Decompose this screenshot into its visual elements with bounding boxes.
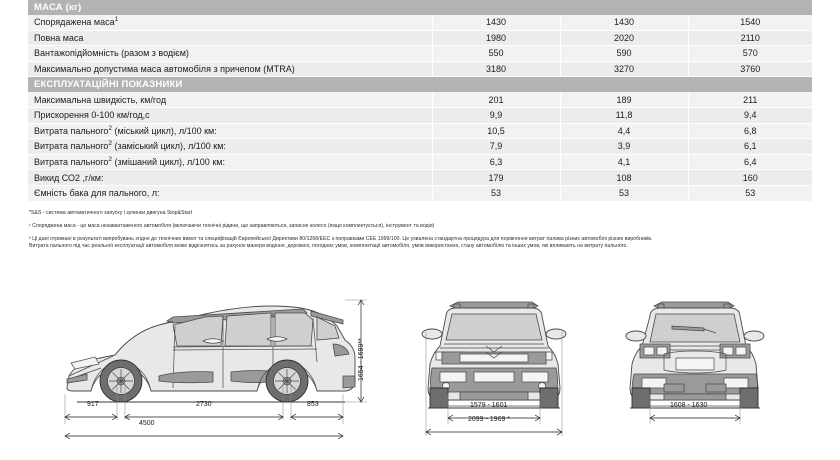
row-value-1: 179 — [432, 170, 560, 186]
side-wheelbase-label: 2730 — [196, 401, 212, 408]
side-front-overhang-label: 917 — [87, 401, 99, 408]
section-title: МАСА (кг) — [28, 0, 432, 15]
front-track-label: 1579 - 1601 — [470, 402, 508, 409]
table-row — [28, 30, 812, 46]
row-label-sup: 2 — [108, 140, 113, 148]
rear-track-label: 1608 - 1630 — [670, 402, 708, 409]
row-label-tail: (міський цикл), л/100 км: — [112, 125, 217, 136]
row-value-1: 550 — [432, 46, 560, 62]
section-header-spacer — [688, 0, 812, 15]
footnote-3 — [29, 236, 819, 249]
row-value-3: 211 — [688, 92, 812, 107]
row-value-3: 53 — [688, 185, 812, 201]
side-view-diagram — [55, 284, 395, 460]
row-label-text: Спорядажена маса — [34, 17, 115, 28]
row-value-1: 1430 — [432, 15, 560, 30]
section-title: ЕКСПЛУАТАЦІЙНІ ПОКАЗНИКИ — [28, 77, 432, 93]
row-value-3: 160 — [688, 170, 812, 186]
row-value-3: 9,4 — [688, 107, 812, 123]
specifications-table — [28, 0, 812, 202]
row-label-sup: 1 — [114, 16, 119, 24]
row-label-text: Витрата пального — [34, 125, 109, 136]
row-value-3: 6,8 — [688, 123, 812, 139]
row-label: Викид СО2 ,г/км: — [28, 170, 432, 186]
row-value-2: 590 — [560, 46, 688, 62]
row-label: Максимальна швидкість, км/год — [28, 92, 432, 107]
row-label: Прискорення 0-100 км/год,с — [28, 107, 432, 123]
row-value-2: 11,8 — [560, 107, 688, 123]
table-row — [28, 154, 812, 170]
row-value-2: 189 — [560, 92, 688, 107]
row-label — [28, 154, 432, 170]
row-value-2: 4,1 — [560, 154, 688, 170]
row-value-3: 570 — [688, 46, 812, 62]
row-label — [28, 15, 432, 30]
row-label: Ємність бака для пального, л: — [28, 185, 432, 201]
table-row — [28, 107, 812, 123]
row-value-2: 3270 — [560, 61, 688, 77]
row-value-1: 3180 — [432, 61, 560, 77]
row-value-3: 1540 — [688, 15, 812, 30]
row-value-1: 10,5 — [432, 123, 560, 139]
rear-view-diagram — [620, 284, 820, 460]
dimension-diagrams — [0, 284, 840, 460]
section-header-spacer — [432, 0, 560, 15]
footnote-line: ¹ Споряджена маса - це маса незавантаженого автомобіля (включаючи технічні рідини, що заправляються, запасне колесо (якщо комплектується), інструмент та водія) — [29, 222, 435, 229]
row-value-2: 53 — [560, 185, 688, 201]
rear-view-car-illustration — [626, 302, 764, 408]
row-value-3: 6,4 — [688, 154, 812, 170]
row-label — [28, 139, 432, 155]
footnote-1 — [29, 210, 819, 217]
footnotes — [29, 210, 819, 249]
table-row — [28, 46, 812, 62]
side-total-length-label: 4500 — [139, 420, 155, 427]
row-label-text: Витрата пального — [34, 141, 109, 152]
row-label-tail: (заміський цикл), л/100 км: — [112, 141, 226, 152]
section-header-spacer — [688, 77, 812, 93]
front-width-label: 2099 - 1969 * — [468, 416, 511, 423]
row-value-1: 1980 — [432, 30, 560, 46]
row-label: Максимально допустима маса автомобіля з причепом (MTRA) — [28, 61, 432, 77]
table-row — [28, 15, 812, 30]
side-view-car-illustration — [67, 306, 355, 402]
section-header-masa — [28, 0, 812, 15]
table-row — [28, 92, 812, 107]
section-header-spacer — [560, 77, 688, 93]
table-row — [28, 61, 812, 77]
side-height-label: 1654 - 1689** — [358, 338, 365, 381]
row-value-3: 6,1 — [688, 139, 812, 155]
row-value-1: 6,3 — [432, 154, 560, 170]
section-header-spacer — [432, 77, 560, 93]
footnote-line: ² Ці дані отримані в результаті випробувань згідно до технічних вимог та специфікацій Європейської Директиви 80/1268/EEC з поправками CEE 1999/100. Це ухвалена стандартна процедура для порівняння витрат палива різних автомобілі різних виробників. — [29, 235, 653, 242]
row-label: Вантажопідйомність (разом з водієм) — [28, 46, 432, 62]
footnote-line: Витрата пального під час реальної експлуатації автомобіля може відрізнятись за рахунок манери водіння, дорожніх, погодних умов, комплектації автомобіля, умов використання, стану автомобілю та інших умов, які впливають на витрату пального. — [29, 242, 628, 249]
row-label-tail: (змішаний цикл), л/100 км: — [112, 157, 225, 168]
row-label-sup: 2 — [108, 156, 113, 164]
row-value-2: 1430 — [560, 15, 688, 30]
row-value-2: 108 — [560, 170, 688, 186]
row-value-2: 3,9 — [560, 139, 688, 155]
row-label-sup: 2 — [108, 124, 113, 132]
side-rear-overhang-label: 853 — [307, 401, 319, 408]
footnote-2 — [29, 223, 819, 230]
row-value-1: 53 — [432, 185, 560, 201]
footnote-line: *S&S - система автоматичного запуску і зупинки двигуна Stop&Start — [29, 210, 193, 216]
row-value-1: 201 — [432, 92, 560, 107]
section-header-performance — [28, 77, 812, 93]
row-value-3: 2110 — [688, 30, 812, 46]
row-value-2: 4,4 — [560, 123, 688, 139]
row-label-text: Витрата пального — [34, 157, 109, 168]
table-row — [28, 185, 812, 201]
row-value-1: 9,9 — [432, 107, 560, 123]
row-label — [28, 123, 432, 139]
row-value-3: 3760 — [688, 61, 812, 77]
row-value-1: 7,9 — [432, 139, 560, 155]
table-row — [28, 123, 812, 139]
row-label: Повна маса — [28, 30, 432, 46]
row-value-2: 2020 — [560, 30, 688, 46]
table-row — [28, 139, 812, 155]
section-header-spacer — [560, 0, 688, 15]
table-row — [28, 170, 812, 186]
front-view-diagram — [420, 284, 620, 460]
front-view-car-illustration — [422, 302, 566, 408]
